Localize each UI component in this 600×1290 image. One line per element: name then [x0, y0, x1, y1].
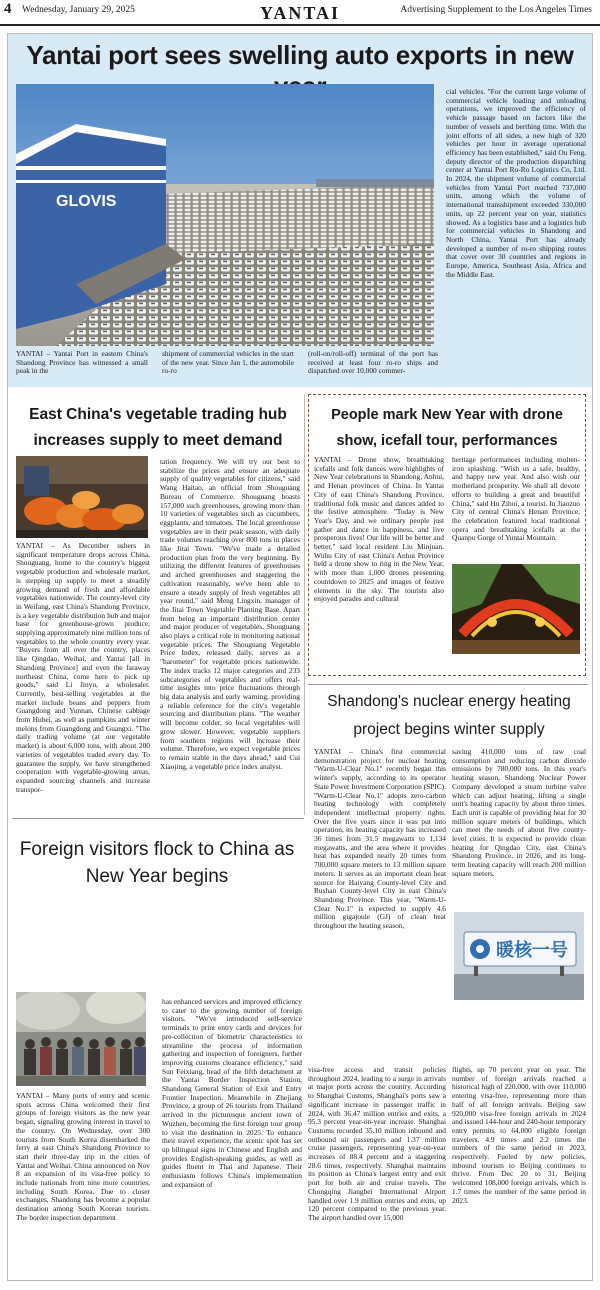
- festival-photo: [452, 564, 580, 654]
- port-photo: [16, 84, 434, 346]
- nuclear-headline: Shandong's nuclear energy heating project begins winter supply: [327, 693, 571, 738]
- vegetable-photo: [16, 456, 148, 538]
- vegetable-col2: tation frequency. We will try our best to stabilize the prices and ensure an adequate supply of quality vegetables for citizens," said Wang Haitao, an official from Shouguang Bureau of Commerce. Shouguang boasts 157,000 such greenhouses, growing more than 10 varieties of vegetables such as cucumbers, eggplants, and tomatoes. The local greenhouse vegetables are in their peak season, with daily trade volumes reaching over 800 tons in places like Jitai Town. "We've made a detailed production plan from the very beginning. By utilizing the different features of greenhouses and arched greenhouses and staggering the cultivation reasonably, we've been able to ensure a steady supply of fresh vegetables all year round," said Meng Lingxin, manager of the Jitai Town Vegetable Planting Base. Apart from being an important distribution center and major producer of vegetables, Shouguang also plays a critical role in monitoring national vegetable prices. The Shouguang Vegetable Price Index, released daily, serves as a "barometer" for vegetable prices nationwide. The index tracks 12 major categories and 233 subcategories of vegetables and offers real-time insights into price fluctuations through big data analysis and early warning, providing a reliable reference for the city's vegetable sourcing and distribution plans. "The weather will become colder, so local vegetables will grow slower. However, vegetable suppliers from southern regions will increase their volume. Therefore, we expect vegetable prices to remain stable in the days ahead," said Cui Xiaojing, a vegetable price index analyst.: [160, 457, 300, 771]
- visitors-col2: has enhanced services and improved efficiency to cater to the growing number of foreign visitors. "We've introduced self-service terminals to print entry cards and devices for pre-collection of biometric characteristics to streamline the process of information gathering and inspection of foreigners, further improving customs clearance efficiency," said Sun Feixiang, head of the fifth detachment at the Yantai Border Inspection Station, Shandong General Station of Exit and Entry Frontier Inspection. Meanwhile in Zhejiang Province, a group of 26 tourists from Thailand arrived in the picturesque ancient town of Wuzhen, becoming the first foreign tour group to visit the destination in 2025. To enhance their travel experience, the scenic spot has set up bilingual signs in Chinese and English and provides English-speaking guides, as well as guides fluent in Thai and Japanese. Their enthusiasm follows China's implementation and expansion of: [162, 997, 302, 1189]
- issue-date: Wednesday, January 29, 2025: [22, 5, 135, 15]
- vegetable-col1: YANTAI – As December ushers in significant temperature drops across China, Shouguang, home to the country's biggest vegetable production and wholesale market, is stepping up supply to meet a steadily growing demand of fresh and affordable vegetables nationwide. The county-level city in Weifang, east China's Shandong Province, is a key vegetable distribution hub and major base for greenhouse-grown produce, supplying approximately nine million tons of vegetables to the whole country every year. "Buyers from all over the country, places like Qingdao, Weihai, and Yantai [all in Shandong Province] and even the faraway northeast China, come here to pick up goods," said Li Jinyu, a wholesaler. Currently, best-selling vegetables at the market include beans and peppers from Guangdong and Yunnan, Chinese cabbage from Hubei, as well as pumpkins and winter melons from Guangdong and Guangxi. "The daily trading volume (at our vegetable market) is about 6,000 tons, with about 200 varieties of vegetables traded every day. To guarantee the supply, we have strengthened cooperation with vegetable-growing areas, expanded sourcing channels and increase transpor-: [16, 541, 150, 794]
- ship-name-text: GLOVIS: [56, 193, 117, 210]
- nuclear-col1: YANTAI – China's first commercial demonstration project for nuclear heating "Warm-U-Clear No.1" recently began this winter's supply, according to its operator State Power Investment Corporation (SPIC). "Warm-U-Clear No.1" adopts zero-carbon heating technology with completely independent intellectual property rights. Over the five years since it was put into operation, its heating capacity has increased 36 times from 31.5 megawatts to 1,134 megawatts, and the area where it provides heat has expanded nearly 20 times from 700,000 square meters to 13 million square meters. It serves as an important clean heat source for Haiyang County-level City and Rushan County-level City in east China's Shandong Province. This year, "Warm-U-Clear No.1" is expected to supply 4.6 million gigajoule (GJ) of clean heat throughout the heating season,: [314, 747, 446, 931]
- supplement-line: Advertising Supplement to the Los Angeles Times: [400, 5, 592, 15]
- lead-col3: (roll-on/roll-off) terminal of the port has received at least four ro-ro ships and dispatched over 10,000 commer-: [308, 349, 438, 376]
- drone-show-headline: People mark New Year with drone show, icefall tour, performances: [331, 407, 563, 449]
- vegetable-headline: East China's vegetable trading hub increases supply to meet demand: [29, 406, 287, 449]
- lead-headline: Yantai port sees swelling auto exports in new: [26, 40, 574, 70]
- lead-col-right: cial vehicles. "For the current large volume of commercial vehicle loading and unloading operations, we improved the efficiency of vehicle passage based on factors like the number of vessels and berthing time. With the joint efforts of all sides, a new high of 320 vehicles per hour in average operational efficiency has been established," said Ou Feng, deputy director of the production dispatching center at Yantai Port Ro-Ro Logistics Co, Ltd. In 2024, the shipment volume of commercial vehicles from Yantai Port reached 737,000 units, among which the volume of international transshipment exceeded 330,000 units, up 22 percent year on year, statistics showed. As a logistics base and a logistics hub for commercial vehicles in Shandong and North China, Yantai Port has already developed a number of ro-ro shipping routes that cover over 30 countries and regions in Europe, America, Southeast Asia, Africa and the Middle East.: [446, 87, 586, 279]
- visitors-headline: Foreign visitors flock to China as New Year begins: [19, 839, 295, 887]
- lead-col2: shipment of commercial vehicles in the start of the new year. Since Jan 1, the automobile ro-ro: [162, 349, 294, 376]
- visitors-col4: flights, up 70 percent year on year. The number of foreign arrivals reached a historical high of 220,000, with over 110,000 entering visa-free, representing more than half of all foreign arrivals. Beijing saw 920,000 visa-free foreign arrivals in 2024 and issued 144-hour and 240-hour temporary entry permits to 64,000 eligible foreign travelers, 4.9 times and 2.2 times the numbers of the same period in 2023, respectively. Fueled by new policies, inbound tourism to Beijing continues to thrive. From Dec 20 to 31, Beijing welcomed 108,000 foreign arrivals, which is 1.7 times the number of the same period in 2023.: [452, 1065, 586, 1205]
- nuclear-sign-photo: [454, 912, 584, 1000]
- tourists-photo: [16, 992, 146, 1086]
- page-header: [0, 0, 600, 26]
- lead-col1: YANTAI – Yantai Port in eastern China's Shandong Province has witnessed a small peak in the: [16, 349, 148, 376]
- drone-show-col1: YANTAI – Drone show, breathtaking icefalls and folk dances were highlights of New Year celebrations in Shandong, Anhui, and Henan provinces of China. In Yantai City of east China's Shandong Province, traditional folk music and dances added to the festive atmosphere. "Today is New Year's Day, and we ordinary people just gather and dance in happiness, and live prosperous lives! Our life will be better and better," said local resident Liu Minjuan. Wuhu City of east China's Anhui Province held a drone show to ring in the New Year, with more than 1,000 drones presenting countdown to 2025 and images of festive elements in the sky. The tourists also enjoyed parades and cultural: [314, 455, 444, 604]
- column-rule: [304, 395, 305, 815]
- drone-show-col2: heritage performances including molten-iron splashing. "Wish us a safe, healthy, and happy new year. And also wish our motherland prosperity. We shall all devote efforts to building a great and beautiful China," said Hu Zihui, a tourist. In Jiaozuo City of central China's Henan Province, the celebration featured local traditional opera and breathtaking icefalls at the Quanpu Gorge of Yuntai Mountain.: [452, 455, 580, 543]
- masthead: YANTAI: [259, 3, 341, 23]
- section-rule-2: [12, 818, 304, 819]
- visitors-col3: visa-free access and transit policies throughout 2024, leading to a surge in arrivals at major ports across the country. According to Shanghai Customs, Shanghai's ports saw a significant increase in passenger traffic in 2024, with 36.47 million entries and exits, a 95.3 percent year-on-year increase. Shanghai Customs recorded 35.10 million inbound and outbound air passengers and 1.37 million cruise passengers, representing year-on-year increases of 88.4 percent and a staggering 28.6 times, respectively. Shanghai maintains its position as China's largest entry and exit port for both air and cruise travels. The Chongqing Jiangbei International Airport handled over 1.9 million entries and exits, up 120 percent compared to the previous year. The airport handled over 15,000: [308, 1065, 446, 1222]
- page-number: 4: [4, 1, 12, 17]
- nuclear-sign-text: 暖核一号: [496, 940, 568, 961]
- visitors-col1: YANTAI – Many ports of entry and scenic spots across China welcomed their first groups of foreign visitors as the new year began, signaling growing interest in travel to the country. On Wednesday, over 300 tourists from South Korea disembarked the ferry at east China's Shandong Province to start their three-day trip in the cities of Yantai and Weihai. China announced on Nov 8 an expansion of its visa-free policy to include nationals from nine more countries, including South Korea. Due to closer exchanges, Shandong has become a popular destination among South Korean tourists. The border inspection department: [16, 1091, 150, 1222]
- section-rule: [308, 684, 588, 685]
- nuclear-col2: saving 410,000 tons of raw coal consumption and reducing carbon dioxide emissions by 780,000 tons. In this year's heating season, Shandong Nuclear Power Company developed a steam turbine valve which can adjust heating, lifting a single unit's heating capacity by about three times. Each unit is capable of providing heat for 30 million square meters of buildings, which can meet the needs of about five county-level cities. It is expected to provide clean heating for Qingdao City, east China's Shandong Province, in 2026, and its long-term heating capacity will reach 200 million square meters.: [452, 747, 586, 878]
